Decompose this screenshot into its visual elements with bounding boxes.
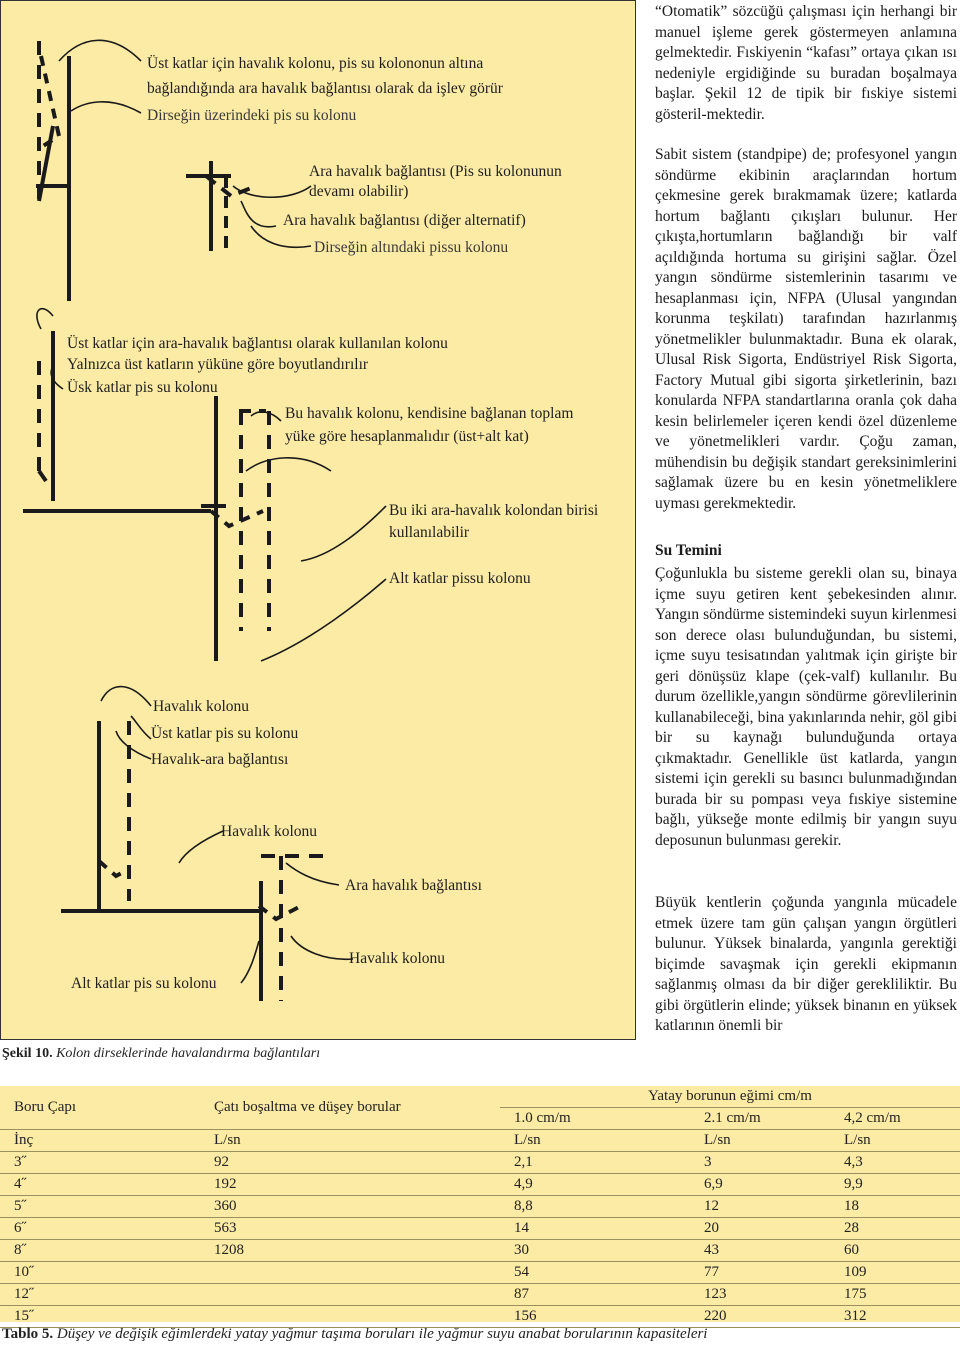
figure-label: Havalık kolonu [349, 950, 445, 967]
figure-label: Üst katlar pis su kolonu [151, 725, 299, 742]
figure-label: Bu iki ara-havalık kolondan birisi [389, 502, 599, 519]
cell: 87 [500, 1284, 690, 1306]
cell: 1208 [200, 1240, 500, 1262]
figure-label: kullanılabilir [389, 524, 470, 541]
paragraph-3 [655, 564, 957, 851]
capacity-table [0, 1086, 960, 1328]
paragraph-2 [655, 145, 957, 514]
figure-label: devamı olabilir) [309, 183, 409, 200]
figure-label: Yalnızca üst katların yüküne göre boyutlandırılır [67, 356, 369, 373]
figure-label: yüke göre hesaplanmalıdır (üst+alt kat) [285, 428, 529, 445]
cell: 192 [200, 1174, 500, 1196]
table-row [0, 1262, 960, 1284]
paragraph-text: Sabit sistem (standpipe) de; profesyonel yangın söndürme ekibinin araçlarından hortum çekmesine gerek bırakmamak üzere; katlarda hortum bağlantı çıkışları bulunur. Her çıkışta,hortumların bağlandığı bir valf açıldığında hortuma su girişini sağlar. Özel yangın söndürme sistemlerinin tasarımı ve hesaplanması için, NFPA (Ulusal yangından korunma teşkilatı) tarafından hazırlanmış yönetmelikler bulunmaktadır. Buna ek olarak, Ulusal Risk Sigorta, Endüstriyel Risk Sigorta, Factory Mutual gibi sigorta şirketlerinin, bazı konularda NFPA standartlarına oranla çok daha kesin belirlemeler içeren kendi özel düzenleme ve yönetmelikleri vardır. Çoğu zaman, mühendisin bu değişik standart gereksinimlerini sağlamak üzere bu en kesin yönetmeliklere uyması gerekmektedir. [655, 146, 957, 512]
cell: 563 [200, 1218, 500, 1240]
figure-label: Alt katlar pissu kolonu [389, 570, 531, 587]
slope-header: 4,2 cm/m [830, 1108, 960, 1130]
cell: 20 [690, 1218, 830, 1240]
cell: 123 [690, 1284, 830, 1306]
table-caption [2, 1326, 707, 1343]
cell: 43 [690, 1240, 830, 1262]
table-row [0, 1152, 960, 1174]
cell: 5˝ [0, 1196, 200, 1218]
paragraph-4 [655, 893, 957, 1037]
cell: 77 [690, 1262, 830, 1284]
figure-label: Ara havalık bağlantısı [345, 877, 482, 894]
figure-label: Ara havalık bağlantısı (diğer alternatif) [283, 212, 526, 229]
table-units-row [0, 1130, 960, 1152]
cell: 3˝ [0, 1152, 200, 1174]
cell: 14 [500, 1218, 690, 1240]
figure-caption-text: Kolon dirseklerinde havalandırma bağlantıları [52, 1046, 321, 1061]
cell: 92 [200, 1152, 500, 1174]
cell: 4,3 [830, 1152, 960, 1174]
unit-cell: İnç [0, 1130, 200, 1152]
figure-label: Üst katlar için havalık kolonu, pis su kolononun altına [147, 55, 484, 72]
table-caption-label: Tablo 5. [2, 1326, 54, 1342]
slope-header: 2.1 cm/m [690, 1108, 830, 1130]
figure-caption-label: Şekil 10. [2, 1046, 53, 1061]
figure-label: Havalık kolonu [153, 698, 249, 715]
figure-label: Havalık kolonu [221, 823, 317, 840]
cell: 2,1 [500, 1152, 690, 1174]
cell: 220 [690, 1306, 830, 1328]
cell [200, 1284, 500, 1306]
figure-label: Ara havalık bağlantısı (Pis su kolonunun [309, 163, 562, 180]
col-header: Çatı boşaltma ve düşey borular [200, 1086, 500, 1130]
vent-diagram [1, 1, 637, 1041]
cell: 12 [690, 1196, 830, 1218]
figure-label: Bu havalık kolonu, kendisine bağlanan toplam [285, 405, 574, 422]
table-header-row [0, 1086, 960, 1108]
cell: 8,8 [500, 1196, 690, 1218]
cell: 4˝ [0, 1174, 200, 1196]
figure-label: Dirseğin üzerindeki pis su kolonu [147, 107, 357, 124]
cell: 9,9 [830, 1174, 960, 1196]
slope-header: 1.0 cm/m [500, 1108, 690, 1130]
section-heading [655, 541, 957, 562]
table-row [0, 1306, 960, 1328]
capacity-table-panel [0, 1086, 960, 1322]
paragraph-1 [655, 2, 957, 125]
cell: 8˝ [0, 1240, 200, 1262]
cell: 156 [500, 1306, 690, 1328]
table-row [0, 1284, 960, 1306]
figure-label: bağlandığında ara havalık bağlantısı olarak da işlev görür [147, 80, 503, 97]
subheading-su-temini: Su Temini [655, 542, 722, 559]
cell: 3 [690, 1152, 830, 1174]
cell: 6˝ [0, 1218, 200, 1240]
cell: 18 [830, 1196, 960, 1218]
table-row [0, 1196, 960, 1218]
cell: 360 [200, 1196, 500, 1218]
paragraph-text: Çoğunlukla bu sisteme gerekli olan su, binaya içme suyu getiren kent şebekesinden alınır. Yangın söndürme sistemindeki suyun kirlenmesi son derece olası bulunduğundan, bu sistemi, içme suyu tesisatından yalıtmak için girişte bir geri dönüşsüz klape (çek-valf) kullanılır. Bu durum özellikle,yangın söndürme görevlilerinin kullanabileceği, bina yakınlarında nehir, göl gibi bir su kaynağı bulunduğunda ortaya çıkmaktadır. Genellikle üst katlarda, yangın sistemi için gerekli su basıncı bulunmadığından burada bir su pompası veya fıskiye sistemine bağlı, yükseğe monte edilmiş bir yangın suyu deposunun bulunması gerekir. [655, 565, 957, 849]
unit-cell: L/sn [200, 1130, 500, 1152]
unit-cell: L/sn [830, 1130, 960, 1152]
cell [200, 1306, 500, 1328]
figure-label: Üsk katlar pis su kolonu [67, 379, 218, 396]
cell: 10˝ [0, 1262, 200, 1284]
cell: 15˝ [0, 1306, 200, 1328]
figure-label: Havalık-ara bağlantısı [151, 751, 289, 768]
paragraph-text: Büyük kentlerin çoğunda yangınla mücadele etmek üzere tam gün çalışan yangın örgütleri bulunur. Yüksek binalarda, yangınla gerektiği biçimde savaşmak için gerekli ekipmanın sağlanmış olması da bir diğer gerekliliktir. Bu gibi örgütlerin elinde; yüksek binanın en yüksek katlarının önemli bir [655, 894, 957, 1034]
cell: 60 [830, 1240, 960, 1262]
group-header: Yatay borunun eğimi cm/m [500, 1086, 960, 1108]
cell: 4,9 [500, 1174, 690, 1196]
figure-caption [2, 1046, 320, 1062]
cell: 30 [500, 1240, 690, 1262]
col-header: Boru Çapı [0, 1086, 200, 1130]
unit-cell: L/sn [690, 1130, 830, 1152]
table-caption-text: Düşey ve değişik eğimlerdeki yatay yağmur taşıma boruları ile yağmur suyu anabat borularının kapasiteleri [53, 1326, 708, 1342]
table-row [0, 1218, 960, 1240]
figure-label: Alt katlar pis su kolonu [71, 975, 217, 992]
figure-label: Üst katlar için ara-havalık bağlantısı olarak kullanılan kolonu [67, 335, 448, 352]
cell: 6,9 [690, 1174, 830, 1196]
unit-cell: L/sn [500, 1130, 690, 1152]
cell: 312 [830, 1306, 960, 1328]
cell [200, 1262, 500, 1284]
cell: 109 [830, 1262, 960, 1284]
cell: 12˝ [0, 1284, 200, 1306]
table-row [0, 1174, 960, 1196]
table-row [0, 1240, 960, 1262]
cell: 175 [830, 1284, 960, 1306]
paragraph-text: “Otomatik” sözcüğü çalışması için herhangi bir manuel işleme gerek göstermeyen anlamına gelmektedir. Fıskiyenin “kafası” ortaya çıkan ısı nedeniyle ergidiğinde su buradan boşalmaya başlar. Şekil 12 de tipik bir fıskiye sistemi gösteril-mektedir. [655, 3, 957, 123]
cell: 28 [830, 1218, 960, 1240]
cell: 54 [500, 1262, 690, 1284]
figure-label: Dirseğin altındaki pissu kolonu [314, 239, 509, 256]
